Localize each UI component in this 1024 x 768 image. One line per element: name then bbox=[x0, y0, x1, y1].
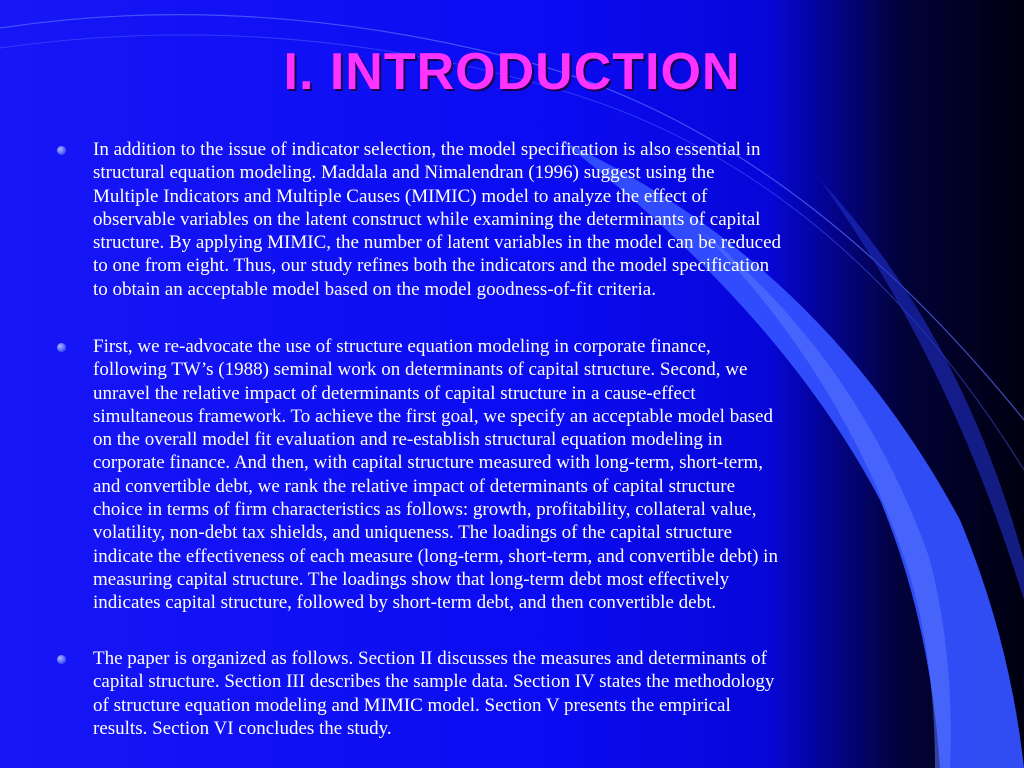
bullet-icon bbox=[57, 146, 66, 155]
bullet-icon bbox=[57, 655, 66, 664]
slide-title: I. INTRODUCTION bbox=[283, 43, 741, 101]
bullet-icon bbox=[57, 343, 66, 352]
paragraph-3: The paper is organized as follows. Section II discusses the measures and determinants of capital structure. Section III describes the sample data. Section IV states the methodology of structure equation modeling and MIMIC model. Section V presents the empirical results. Section VI concludes the study. bbox=[93, 648, 775, 739]
paragraph-1: In addition to the issue of indicator selection, the model specification is also essential in structural equation modeling. Maddala and Nimalendran (1996) suggest using the Multiple Indicators and Multiple Causes (MIMIC) model to analyze the effect of observable variables on the latent construct while examining the determinants of capital structure. By applying MIMIC, the number of latent variables in the model can be reduced to one from eight. Thus, our study refines both the indicators and the model specification to obtain an acceptable model based on the model goodness-of-fit criteria. bbox=[93, 139, 782, 300]
paragraph-2: First, we re-advocate the use of structure equation modeling in corporate finance, following TW’s (1988) seminal work on determinants of capital structure. Second, we unravel the relative impact of determinants of capital structure in a cause-effect simultaneous framework. To achieve the first goal, we specify an acceptable model based on the overall model fit evaluation and re-establish structural equation modeling in corporate finance. And then, with capital structure measured with long-term, short-term, and convertible debt, we rank the relative impact of determinants of capital structure choice in terms of firm characteristics as follows: growth, profitability, collateral value, volatility, non-debt tax shields, and uniqueness. The loadings of the capital structure indicate the effectiveness of each measure (long-term, short-term, and convertible debt) in measuring capital structure. The loadings show that long-term debt most effectively indicates capital structure, followed by short-term debt, and then convertible debt. bbox=[93, 336, 778, 614]
